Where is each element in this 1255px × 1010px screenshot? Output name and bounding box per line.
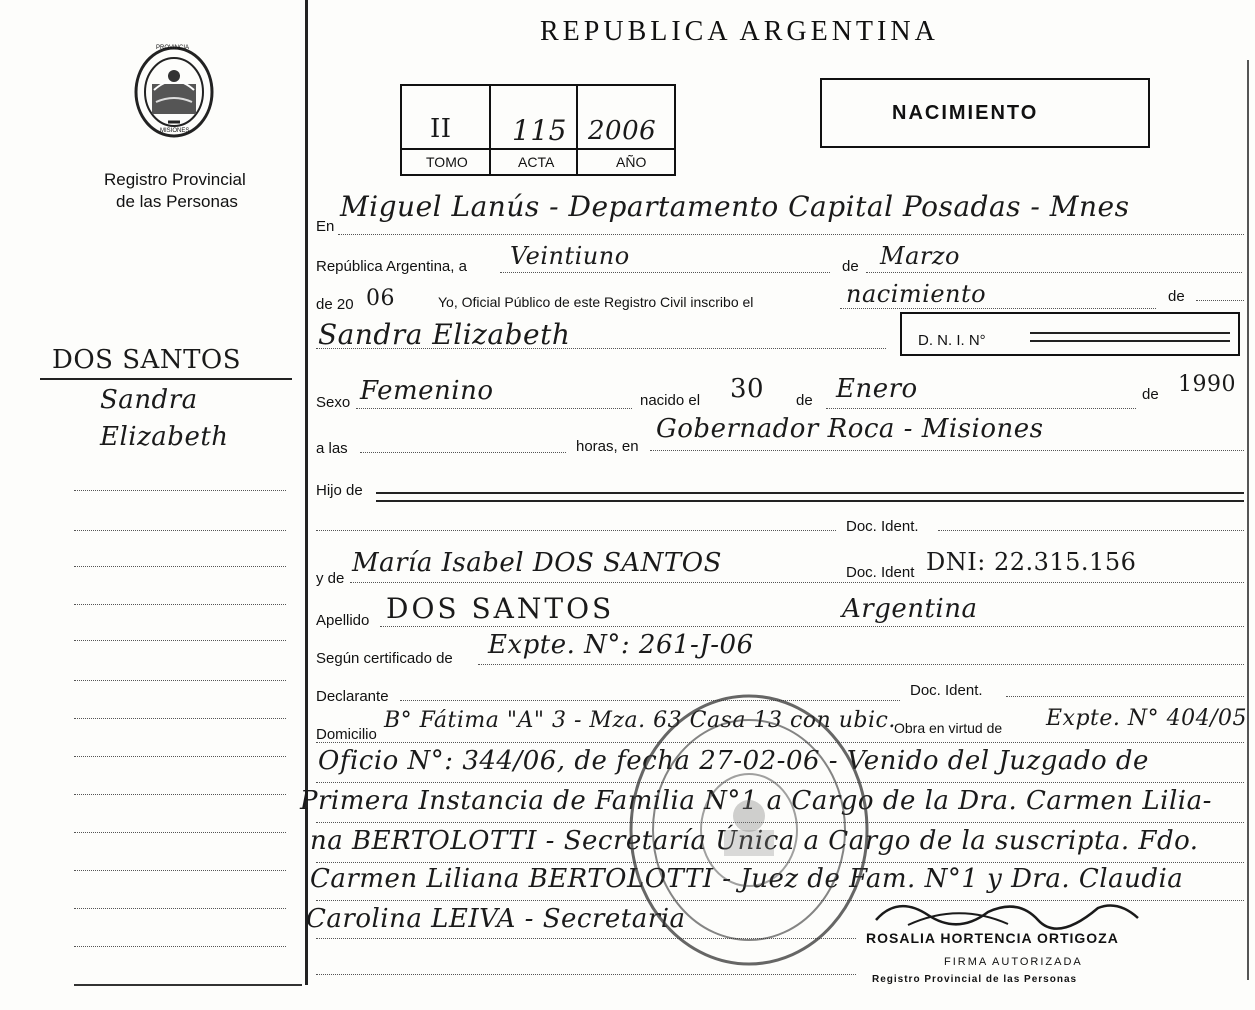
doc-ident-label-2: Doc. Ident: [846, 564, 915, 581]
text-line-3: na BERTOLOTTI - Secretaría Única a Cargo de la suscripta. Fdo.: [310, 826, 1199, 856]
right-border: [1247, 60, 1249, 980]
anio-label: AÑO: [616, 154, 647, 170]
de-label-2: de: [1168, 288, 1185, 305]
nacido-day: 30: [730, 374, 765, 404]
seal-bottom-text: MISIONES: [160, 128, 190, 134]
tomo-value: II: [430, 114, 452, 144]
tomo-label: TOMO: [426, 154, 468, 170]
yde-label: y de: [316, 570, 345, 587]
place-value: Gobernador Roca - Misiones: [656, 414, 1044, 444]
month-value: Marzo: [880, 242, 960, 270]
mother-value: María Isabel DOS SANTOS: [352, 548, 722, 578]
text-line-5: Carolina LEIVA - Secretaria: [306, 904, 686, 934]
sidebar-name-2: Elizabeth: [100, 422, 229, 452]
inscribo-value: nacimiento: [846, 280, 987, 308]
alas-label: a las: [316, 440, 348, 457]
apellido-value: DOS SANTOS: [386, 592, 615, 625]
provincial-seal-icon: [132, 44, 216, 140]
acta-label: ACTA: [518, 154, 555, 170]
text-line-4: Carmen Liliana BERTOLOTTI - Juez de Fam. N°1 y Dra. Claudia: [310, 864, 1184, 894]
mother-doc-value: DNI: 22.315.156: [926, 548, 1137, 576]
domicilio-label: Domicilio: [316, 726, 377, 743]
de-label-3: de: [796, 392, 813, 409]
nacido-year: 1990: [1178, 372, 1236, 397]
nacido-label: nacido el: [640, 392, 701, 409]
stamp-org: Registro Provincial de las Personas: [872, 974, 1078, 985]
official-seal-stamp: [624, 690, 874, 970]
obra-label: Obra en virtud de: [894, 720, 1003, 736]
sidebar-name-1: Sandra: [100, 385, 198, 415]
bottom-rule: [74, 984, 302, 986]
sexo-label: Sexo: [316, 394, 351, 411]
stamp-role: FIRMA AUTORIZADA: [944, 956, 1083, 968]
seal-top-text: PROVINCIA: [156, 45, 190, 51]
dni-box: [900, 312, 1240, 356]
anio-value: 2006: [588, 116, 657, 146]
sidebar: [0, 0, 300, 1010]
horas-label: horas, en: [576, 438, 639, 455]
day-value: Veintiuno: [510, 242, 630, 270]
nacido-month: Enero: [836, 374, 918, 404]
obra-value: Expte. N° 404/05: [1046, 706, 1248, 731]
doc-ident-label-3: Doc. Ident.: [910, 682, 983, 699]
column-divider: [305, 0, 308, 985]
org-name-line2: de las Personas: [116, 192, 238, 211]
year-prefix: de 20: [316, 296, 354, 313]
inscribo-text: Yo, Oficial Público de este Registro Civil inscribo el: [438, 294, 754, 310]
doc-ident-label: Doc. Ident.: [846, 518, 919, 535]
nationality-value: Argentina: [842, 594, 978, 624]
text-line-1: Oficio N°: 344/06, de fecha 27-02-06 - Venido del Juzgado de: [318, 746, 1149, 776]
acta-value: 115: [512, 114, 567, 147]
year-value: 06: [366, 286, 395, 311]
domicilio-value: B° Fátima "A" 3 - Mza. 63 Casa 13 con ubic.: [384, 708, 896, 733]
tomo-acta-anio-box: [400, 84, 676, 176]
en-label: En: [316, 218, 335, 235]
en-value: Miguel Lanús - Departamento Capital Posadas - Mnes: [340, 190, 1130, 223]
de-label: de: [842, 258, 859, 275]
republica-label: República Argentina, a: [316, 258, 467, 275]
text-line-2: Primera Instancia de Familia N°1 a Cargo de la Dra. Carmen Lilia-: [300, 786, 1212, 816]
country-title: REPUBLICA ARGENTINA: [540, 16, 939, 47]
dni-label: D. N. I. N°: [918, 332, 986, 349]
de-label-4: de: [1142, 386, 1159, 403]
apellido-label: Apellido: [316, 612, 370, 629]
declarante-label: Declarante: [316, 688, 389, 705]
hijo-label: Hijo de: [316, 482, 363, 499]
act-type-box: [820, 78, 1150, 148]
sidebar-surname-underline: [40, 378, 292, 380]
sidebar-surname: DOS SANTOS: [52, 345, 242, 375]
stamp-name: ROSALIA HORTENCIA ORTIGOZA: [866, 930, 1119, 946]
segun-label: Según certificado de: [316, 650, 453, 667]
act-type: NACIMIENTO: [892, 102, 1039, 124]
segun-value: Expte. N°: 261-J-06: [488, 630, 754, 660]
sexo-value: Femenino: [360, 376, 494, 406]
name-value: Sandra Elizabeth: [318, 318, 571, 351]
org-name-line1: Registro Provincial: [104, 170, 246, 189]
